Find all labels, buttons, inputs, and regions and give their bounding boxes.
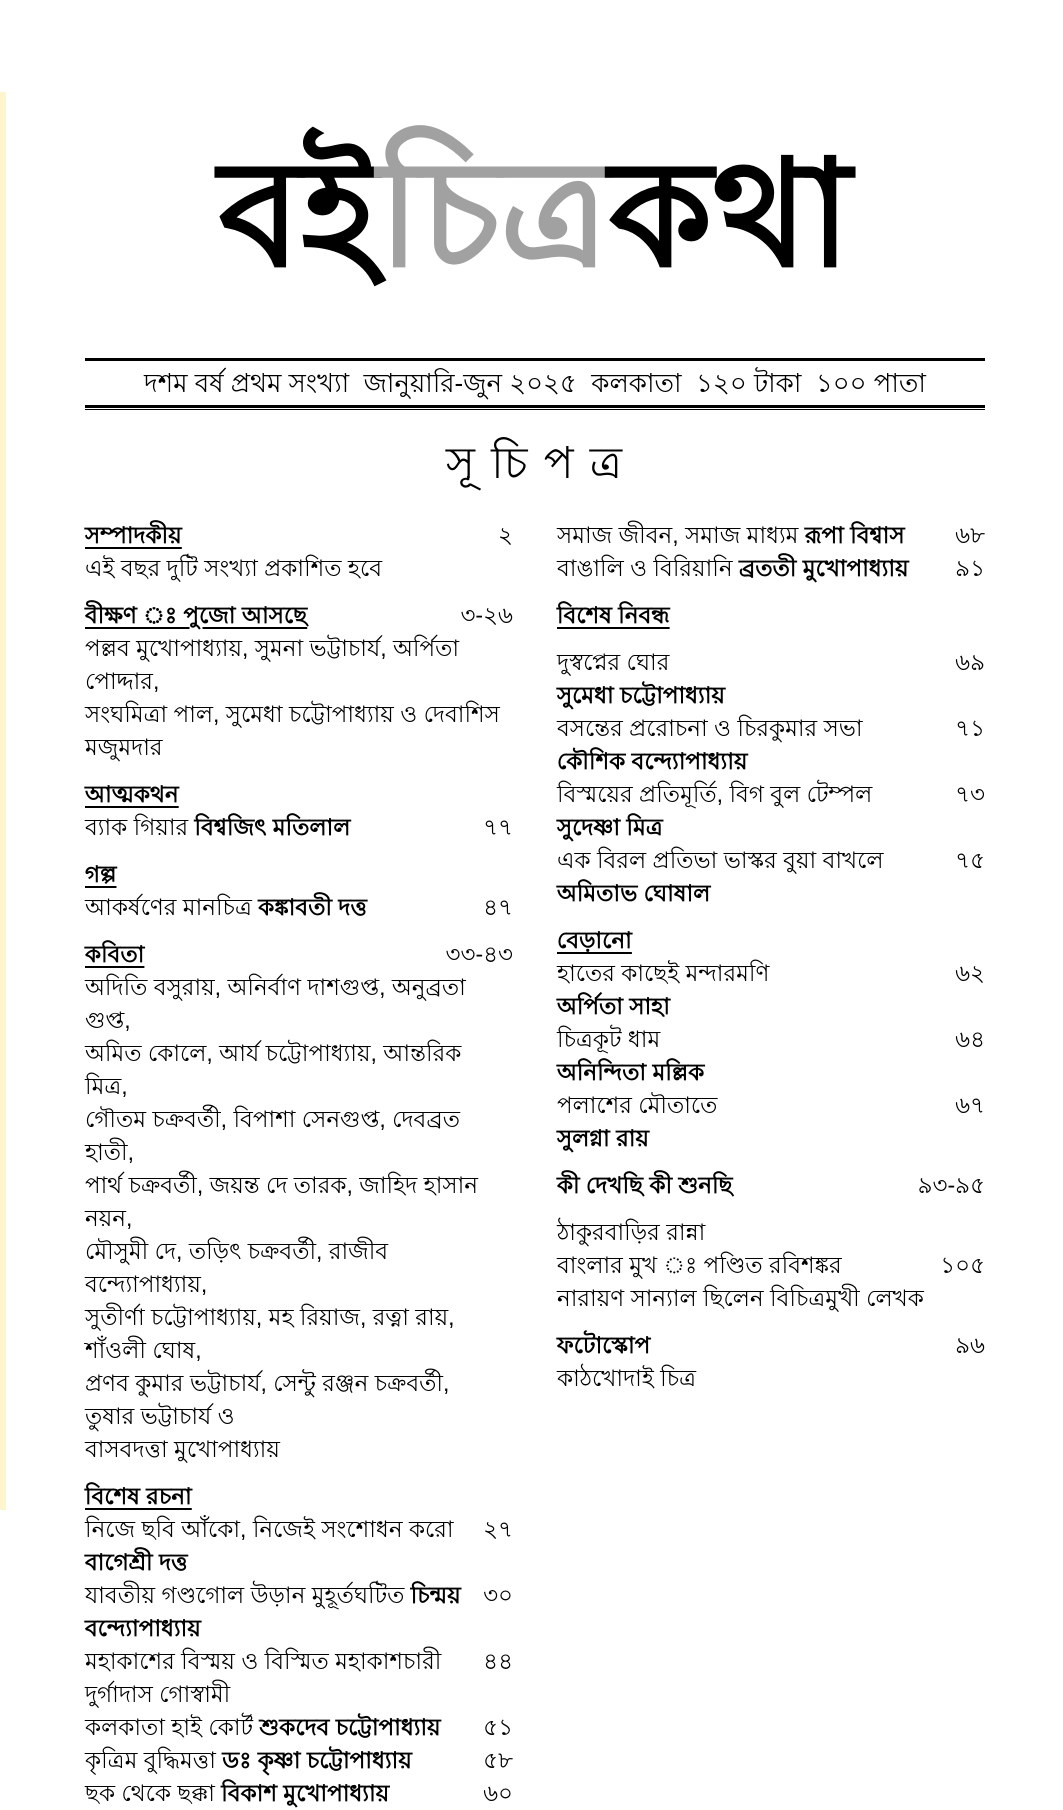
toc-row [557, 1023, 985, 1056]
toc-row-text [85, 1513, 473, 1579]
toc-row [557, 957, 985, 990]
toc-row [85, 1103, 513, 1169]
toc-row-text [557, 745, 975, 778]
toc-row-text [85, 1169, 503, 1235]
toc-row-text [557, 646, 945, 679]
toc-item-pages: ৬৯ [955, 649, 985, 676]
toc-item-author: চিন্ময় বন্দ্যোপাধ্যায় [85, 1582, 461, 1642]
toc-row-text [557, 712, 945, 745]
toc-row-text [557, 924, 975, 957]
toc-item-pages: ৩-২৬ [460, 602, 513, 629]
toc-item-title: এই বছর দুটি সংখ্যা প্রকাশিত হবে [85, 555, 383, 582]
toc-item-title: গৌতম চক্রবর্তী, বিপাশা সেনগুপ্ত, দেবব্রত হাতী, [85, 1106, 460, 1166]
toc-row [557, 1216, 985, 1249]
toc-row [557, 646, 985, 679]
toc-row [557, 778, 985, 811]
toc-item-title: সুদেষ্ণা মিত্র [557, 814, 663, 841]
toc-item-title: মৌসুমী দে, তড়িৎ চক্রবর্তী, রাজীব বন্দ্যোপাধ্যায়, [85, 1238, 389, 1298]
toc-item-title: নারায়ণ সান্যাল ছিলেন বিচিত্রমুখী লেখক [557, 1285, 924, 1312]
toc-row [85, 891, 513, 924]
masthead-title-right: কথা [609, 126, 852, 300]
toc-row [557, 1056, 985, 1089]
toc-row-text [557, 519, 945, 552]
toc-item-title: প্রণব কুমার ভট্টাচার্য, সেন্টু রঞ্জন চক্রবর্তী, তুষার ভট্টাচার্য ও [85, 1370, 450, 1430]
issue-info-line: দশম বর্ষ প্রথম সংখ্যা জানুয়ারি-জুন ২০২৫ কলকাতা ১২০ টাকা ১০০ পাতা [144, 368, 926, 398]
toc-row-text [557, 1362, 975, 1395]
magazine-page [0, 92, 1063, 1807]
toc-item-author: বিকাশ মুখোপাধ্যায় [214, 1780, 390, 1807]
toc-row [557, 745, 985, 778]
toc-columns [85, 519, 985, 1810]
toc-row-text [85, 1777, 473, 1810]
toc-row [557, 844, 985, 877]
toc-item-pages: ৬৮ [955, 522, 985, 549]
toc-row [85, 519, 513, 552]
toc-row-text [557, 599, 975, 632]
toc-item-author: বিশ্বজিৎ মতিলাল [188, 814, 351, 841]
toc-item-pages: ৬৪ [955, 1026, 985, 1053]
toc-item-pages: ৪৭ [483, 894, 513, 921]
toc-item-title: হাতের কাছেই মন্দারমণি [557, 960, 770, 987]
page-edge-strip [0, 92, 6, 1510]
toc-row-text [557, 1056, 975, 1089]
toc-item-title: যাবতীয় গণ্ডগোল উড়ান মুহূর্তঘটিত [85, 1582, 405, 1609]
toc-row-text [557, 1122, 975, 1155]
toc-row-text [557, 1169, 908, 1202]
toc-item-title: কবিতা [85, 941, 145, 968]
toc-item-pages: ৫৮ [483, 1747, 513, 1774]
toc-row-text [557, 877, 975, 910]
toc-item-pages: ৭৫ [955, 847, 985, 874]
toc-item-title: বাঙালি ও বিরিয়ানি [557, 555, 733, 582]
toc-item-title: কলকাতা হাই কোর্ট [85, 1714, 254, 1741]
toc-row [557, 519, 985, 552]
toc-column-left [85, 519, 513, 1810]
toc-row-text [557, 990, 975, 1023]
toc-row-text [557, 844, 945, 877]
toc-row-text [85, 552, 503, 585]
toc-item-title: বিস্ময়ের প্রতিমূর্তি, বিগ বুল টেম্পল [557, 781, 873, 808]
toc-row [85, 1169, 513, 1235]
toc-row-text [85, 811, 473, 844]
toc-row-text [85, 1037, 503, 1103]
toc-item-title: অনিন্দিতা মল্লিক [557, 1059, 705, 1086]
toc-item-pages: ১০৫ [940, 1252, 985, 1279]
toc-item-title: পলাশের মৌতাতে [557, 1092, 718, 1119]
toc-item-pages: ৪৪ [483, 1648, 513, 1675]
toc-row-text [85, 1103, 503, 1169]
toc-row [557, 1249, 985, 1282]
toc-item-title: সুমেধা চট্টোপাধ্যায় [557, 682, 726, 709]
toc-row-text [85, 599, 450, 632]
toc-item-title: বেড়ানো [557, 927, 632, 954]
toc-item-title: সংঘমিত্রা পাল, সুমেধা চট্টোপাধ্যায় ও দেবাশিস মজুমদার [85, 701, 500, 761]
toc-item-title: আকর্ষণের মানচিত্র [85, 894, 252, 921]
toc-row [557, 924, 985, 957]
toc-row [85, 1777, 513, 1810]
toc-item-pages: ৬৭ [955, 1092, 985, 1119]
toc-item-title: ঠাকুরবাড়ির রান্না [557, 1219, 706, 1246]
toc-row [557, 877, 985, 910]
toc-item-author: বাগেশ্রী দত্ত [85, 1549, 188, 1576]
toc-row-text [85, 1579, 473, 1645]
toc-row-text [557, 679, 975, 712]
toc-row [557, 1329, 985, 1362]
toc-row-text [557, 957, 945, 990]
toc-row-text [557, 1329, 945, 1362]
toc-item-title: বসন্তের প্ররোচনা ও চিরকুমার সভা [557, 715, 863, 742]
toc-item-title: বাংলার মুখ ঃ পণ্ডিত রবিশঙ্কর [557, 1252, 842, 1279]
masthead [85, 92, 985, 334]
toc-item-pages: ৩০ [483, 1582, 513, 1609]
toc-item-title: অমিতাভ ঘোষাল [557, 880, 711, 907]
toc-row [85, 1433, 513, 1466]
toc-item-title: নিজে ছবি আঁকো, নিজেই সংশোধন করো [85, 1516, 454, 1543]
toc-row [557, 1362, 985, 1395]
toc-row-text [557, 1216, 975, 1249]
toc-item-pages: ২৭ [483, 1516, 513, 1543]
toc-item-title: চিত্রকূট ধাম [557, 1026, 661, 1053]
toc-row-text [557, 1282, 975, 1315]
toc-item-title: বাসবদত্তা মুখোপাধ্যায় [85, 1436, 280, 1463]
toc-item-pages: ৬২ [955, 960, 985, 987]
toc-item-title: ছক থেকে ছক্কা [85, 1780, 215, 1807]
toc-row [85, 1480, 513, 1513]
toc-row-text [85, 1235, 503, 1301]
toc-column-right [557, 519, 985, 1810]
toc-item-pages: ২ [498, 522, 513, 549]
toc-item-pages: ৯১ [955, 555, 985, 582]
toc-item-title: সমাজ জীবন, সমাজ মাধ্যম [557, 522, 799, 549]
toc-row-text [557, 552, 945, 585]
toc-heading: সূ চি প ত্র [445, 439, 625, 489]
divider-double-rule [85, 405, 985, 410]
toc-row [557, 712, 985, 745]
toc-row [557, 599, 985, 632]
toc-item-title: অর্পিতা সাহা [557, 993, 671, 1020]
toc-row [85, 811, 513, 844]
toc-item-title: পল্লব মুখোপাধ্যায়, সুমনা ভট্টাচার্য, অর্পিতা পোদ্দার, [85, 635, 460, 695]
toc-item-title: ব্যাক গিয়ার [85, 814, 189, 841]
toc-item-title: পার্থ চক্রবর্তী, জয়ন্ত দে তারক, জাহিদ হাসান নয়ন, [85, 1172, 478, 1232]
toc-row-text [85, 632, 503, 698]
toc-row-text [557, 811, 975, 844]
toc-row-text [85, 1367, 503, 1433]
toc-item-title: বিশেষ রচনা [85, 1483, 192, 1510]
toc-row [557, 811, 985, 844]
toc-row-text [85, 858, 503, 891]
toc-row-text [85, 1711, 473, 1744]
toc-item-author: ডঃ কৃষ্ণা চট্টোপাধ্যায় [215, 1747, 412, 1774]
masthead-title-left: বই [218, 126, 379, 300]
toc-item-title: এক বিরল প্রতিভা ভাস্কর বুয়া বাখলে [557, 847, 884, 874]
toc-row-text [557, 1023, 945, 1056]
toc-row [85, 1513, 513, 1579]
toc-row [85, 1744, 513, 1777]
toc-row-text [557, 778, 945, 811]
toc-row-text [85, 1301, 503, 1367]
toc-item-title: কী দেখছি কী শুনছি [557, 1172, 733, 1199]
toc-row [85, 858, 513, 891]
toc-row [85, 698, 513, 764]
toc-item-title: কৃত্রিম বুদ্ধিমত্তা [85, 1747, 216, 1774]
toc-row-text [85, 891, 473, 924]
toc-item-author: শুকদেব চট্টোপাধ্যায় [253, 1714, 441, 1741]
toc-row [85, 1645, 513, 1711]
toc-item-pages: ৯৩-৯৫ [917, 1172, 985, 1199]
toc-row-text [85, 1744, 473, 1777]
toc-item-title: গল্প [85, 861, 117, 888]
toc-row-text [85, 938, 436, 971]
toc-row [85, 1037, 513, 1103]
toc-item-title: ফটোস্কোপ [557, 1332, 651, 1359]
toc-item-title: কাঠখোদাই চিত্র [557, 1365, 697, 1392]
toc-row [85, 1367, 513, 1433]
toc-item-title: সম্পাদকীয় [85, 522, 182, 549]
toc-row-text [85, 1433, 503, 1466]
toc-item-pages: ৬০ [483, 1780, 513, 1807]
toc-row [557, 1089, 985, 1122]
toc-item-title: দুস্বপ্নের ঘোর [557, 649, 670, 676]
toc-row-text [557, 1249, 930, 1282]
toc-row-text [85, 1480, 503, 1513]
toc-row [85, 599, 513, 632]
toc-row [85, 1301, 513, 1367]
toc-row-text [85, 698, 503, 764]
toc-item-title: মহাকাশের বিস্ময় ও বিস্মিত মহাকাশচারী দুর্গাদাস গোস্বামী [85, 1648, 442, 1708]
toc-item-pages: ৭৭ [483, 814, 513, 841]
toc-item-pages: ৯৬ [955, 1332, 985, 1359]
toc-item-author: ব্রততী মুখোপাধ্যায় [732, 555, 909, 582]
toc-row [557, 552, 985, 585]
toc-row [557, 1282, 985, 1315]
toc-row [85, 1711, 513, 1744]
toc-item-title: বীক্ষণ ঃ পুজো আসছে [85, 602, 308, 629]
toc-item-title: আত্মকথন [85, 781, 179, 808]
toc-row [557, 990, 985, 1023]
toc-row-text [557, 1089, 945, 1122]
toc-row [85, 938, 513, 971]
toc-item-pages: ৩৩-৪৩ [445, 941, 513, 968]
toc-row [85, 1235, 513, 1301]
toc-row [85, 1579, 513, 1645]
toc-item-title: কৌশিক বন্দ্যোপাধ্যায় [557, 748, 748, 775]
toc-row [85, 778, 513, 811]
toc-row-text [85, 519, 488, 552]
toc-item-title: অদিতি বসুরায়, অনির্বাণ দাশগুপ্ত, অনুব্রতা গুপ্ত, [85, 974, 466, 1034]
magazine-title [218, 126, 852, 300]
toc-item-pages: ৫১ [483, 1714, 513, 1741]
toc-row [557, 1122, 985, 1155]
toc-item-title: সুতীর্ণা চট্টোপাধ্যায়, মহ রিয়াজ, রত্না রায়, শাঁওলী ঘোষ, [85, 1304, 455, 1364]
toc-row [85, 971, 513, 1037]
masthead-title-middle: চিত্র [378, 126, 609, 300]
toc-row-text [85, 1645, 473, 1711]
toc-item-title: বিশেষ নিবন্ধ [557, 602, 670, 629]
toc-row [557, 1169, 985, 1202]
toc-row [85, 632, 513, 698]
toc-row-text [85, 778, 503, 811]
toc-row [85, 552, 513, 585]
toc-item-pages: ৭৩ [955, 781, 985, 808]
toc-item-author: রূপা বিশ্বাস [798, 522, 905, 549]
toc-item-title: সুলগ্না রায় [557, 1125, 650, 1152]
toc-item-author: কঙ্কাবতী দত্ত [251, 894, 367, 921]
toc-row-text [85, 971, 503, 1037]
toc-item-pages: ৭১ [955, 715, 985, 742]
toc-row [557, 679, 985, 712]
toc-item-title: অমিত কোলে, আর্য চট্টোপাধ্যায়, আন্তরিক মিত্র, [85, 1040, 462, 1100]
